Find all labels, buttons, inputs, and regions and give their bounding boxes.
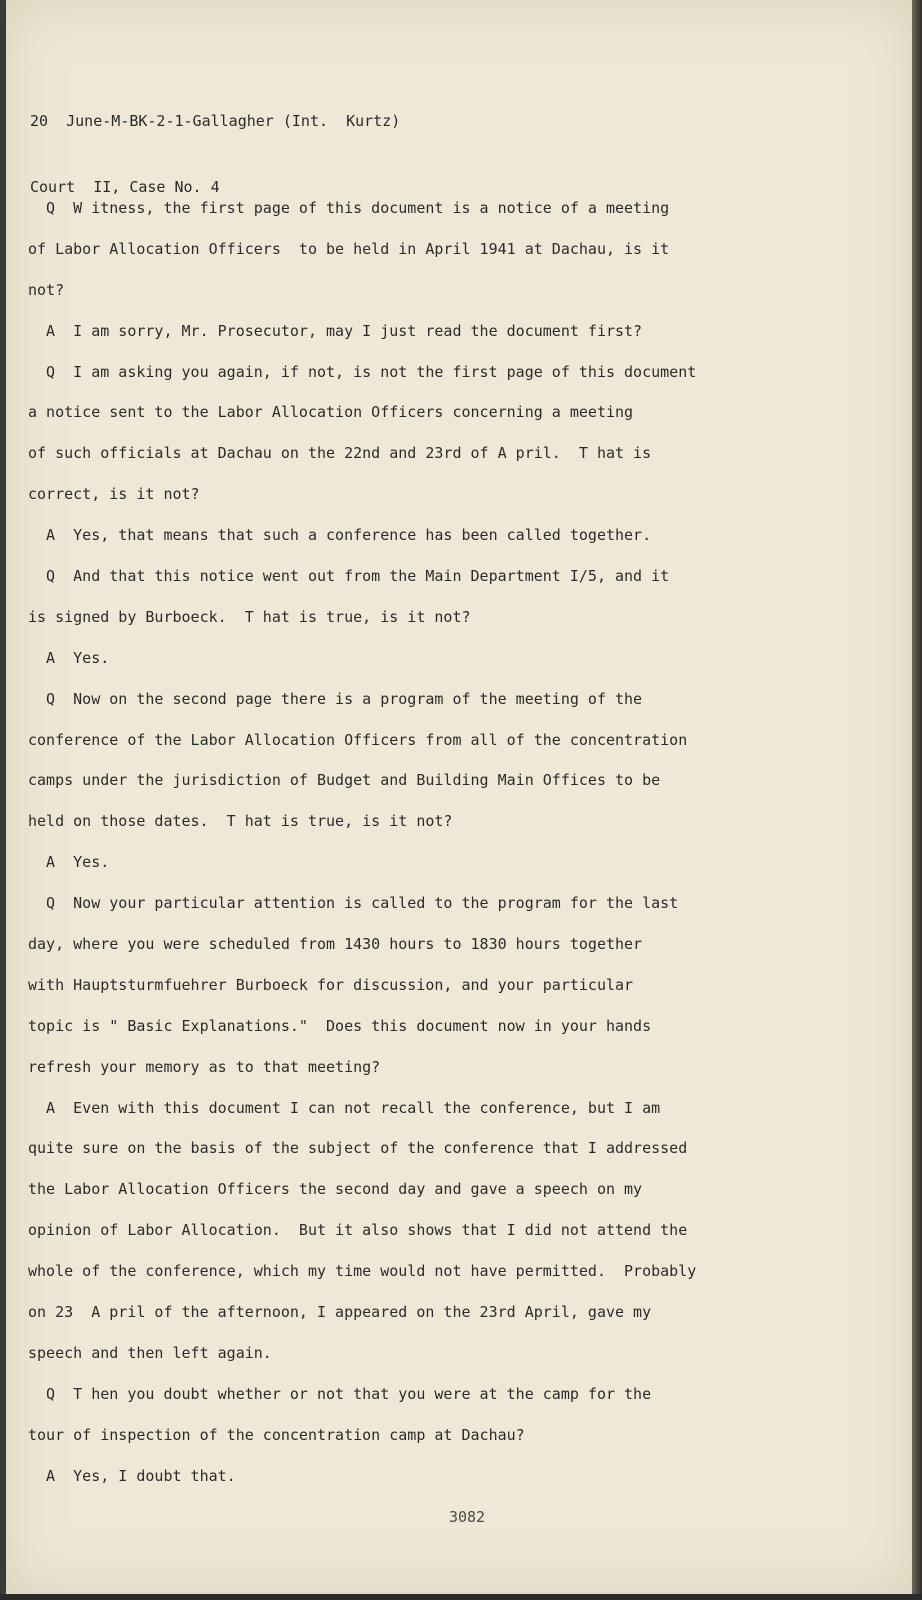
transcript-line: conference of the Labor Allocation Officers from all of the concentration <box>28 730 688 749</box>
transcript-line: A Even with this document I can not recall the conference, but I am <box>28 1098 661 1117</box>
page-number: 3082 <box>448 1508 486 1526</box>
transcript-line: refresh your memory as to that meeting? <box>28 1057 381 1076</box>
scan-edge <box>912 0 922 1600</box>
transcript-line: of such officials at Dachau on the 22nd and 23rd of A pril. T hat is <box>28 444 652 463</box>
transcript-line: Q I am asking you again, if not, is not the first page of this document <box>28 362 697 381</box>
transcript-line: not? <box>28 280 65 299</box>
transcript-line: tour of inspection of the concentration camp at Dachau? <box>28 1425 525 1444</box>
transcript-line: A Yes. <box>28 648 110 667</box>
transcript-line: day, where you were scheduled from 1430 hours to 1830 hours together <box>28 935 643 954</box>
transcript-line: topic is " Basic Explanations." Does this document now in your hands <box>28 1016 652 1035</box>
transcript-line: Q Now on the second page there is a program of the meeting of the <box>28 689 643 708</box>
transcript-line: A Yes, that means that such a conference has been called together. <box>28 526 652 545</box>
transcript-line: quite sure on the basis of the subject of the conference that I addressed <box>28 1139 688 1158</box>
transcript-line: with Hauptsturmfuehrer Burboeck for discussion, and your particular <box>28 975 634 994</box>
transcript-line: the Labor Allocation Officers the second day and gave a speech on my <box>28 1180 643 1199</box>
transcript-line: A Yes. <box>28 853 110 872</box>
transcript-line: Q T hen you doubt whether or not that you were at the camp for the <box>28 1384 652 1403</box>
transcript-line: on 23 A pril of the afternoon, I appeared on the 23rd April, gave my <box>28 1303 652 1322</box>
transcript-line: opinion of Labor Allocation. But it also shows that I did not attend the <box>28 1221 688 1240</box>
transcript-line: whole of the conference, which my time would not have permitted. Probably <box>28 1262 697 1281</box>
transcript-line: is signed by Burboeck. T hat is true, is it not? <box>28 607 471 626</box>
scan-bottom-edge <box>0 1594 922 1600</box>
header-line-1: 20 June-M-BK-2-1-Gallagher (Int. Kurtz) <box>30 112 401 130</box>
transcript-line: Q Now your particular attention is called to the program for the last <box>28 894 679 913</box>
transcript-line: a notice sent to the Labor Allocation Officers concerning a meeting <box>28 403 634 422</box>
transcript-line: of Labor Allocation Officers to be held in April 1941 at Dachau, is it <box>28 239 670 258</box>
header-line-2: Court II, Case No. 4 <box>30 178 220 196</box>
transcript-line: A I am sorry, Mr. Prosecutor, may I just read the document first? <box>28 321 643 340</box>
transcript-line: speech and then left again. <box>28 1343 272 1362</box>
document-page <box>6 0 912 1594</box>
transcript-body <box>28 188 898 1497</box>
transcript-line: Q W itness, the first page of this document is a notice of a meeting <box>28 199 670 217</box>
transcript-line: A Yes, I doubt that. <box>28 1466 236 1485</box>
transcript-line: held on those dates. T hat is true, is it not? <box>28 812 453 831</box>
transcript-line: Q And that this notice went out from the Main Department I/5, and it <box>28 567 670 586</box>
transcript-line: camps under the jurisdiction of Budget and Building Main Offices to be <box>28 771 661 790</box>
transcript-line: correct, is it not? <box>28 485 200 504</box>
